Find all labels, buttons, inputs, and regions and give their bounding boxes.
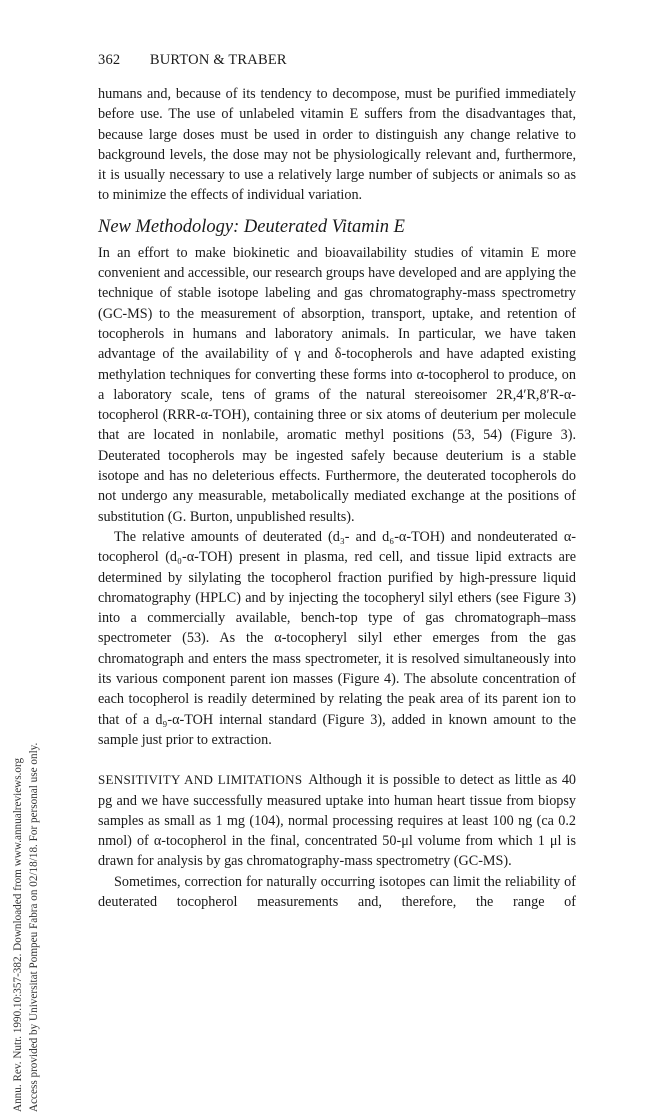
- download-notice-line-2: Access provided by Universitat Pompeu Fabra on 02/18/18. For personal use only.: [28, 742, 40, 1112]
- paragraph-continued: humans and, because of its tendency to decompose, must be purified immediately before use. The use of unlabeled vitamin E suffers from the disadvantages that, because large doses must be used in order to distinguish any change relative to background levels, the dose may not be physiologically relevant and, furthermore, it is usually necessary to use a relatively large number of subjects or animals so as to minimize the effects of individual variation.: [98, 86, 576, 204]
- section-title: New Methodology: Deuterated Vitamin E: [98, 216, 405, 237]
- running-head-authors: BURTON & TRABER: [149, 52, 287, 68]
- paragraph-sensitivity: [98, 770, 576, 871]
- download-notice-line-1: Annu. Rev. Nutr. 1990.10:357-382. Downloaded from www.annualreviews.org: [12, 757, 24, 1112]
- running-head: [98, 52, 287, 69]
- paragraph-methodology: In an effort to make biokinetic and bioavailability studies of vitamin E more convenient and accessible, our research groups have developed and are applying the technique of stable isotope labeling and gas chromatography-mass spectrometry (GC-MS) to the measurement of absorption, transport, uptake, and retention of tocopherols in humans and laboratory animals. In particular, we have taken advantage of the availability of γ and δ-tocopherols and have adapted existing methylation techniques for converting these forms into α-tocopherol to produce, on a laboratory scale, tens of grams of the natural stereoisomer 2R,4′R,8′R-α-tocopherol (RRR-α-TOH), containing three or six atoms of deuterium per molecule that are located in nonlabile, aromatic methyl positions (53, 54) (Figure 3). Deuterated tocopherols may be ingested safely because deuterium is a stable isotope and has no deleterious effects. Furthermore, the deuterated tocopherols do not undergo any measurable, metabolically mediated exchange at the positions of substitution (G. Burton, unpublished results).: [98, 244, 576, 525]
- page-number: 362: [98, 52, 121, 68]
- paragraph-correction: Sometimes, correction for naturally occurring isotopes can limit the reliability of deuterated tocopherol measurements and, therefore, the range of: [98, 873, 576, 910]
- paragraph-sensitivity-text: Although it is possible to detect as little as 40 pg and we have successfully measured uptake into human heart tissue from biopsy samples as small as 1 mg (104), normal processing requires at least 100 ng (ca 0.2 nmol) of α-tocopherol in the final, concentrated 50-μl volume from which 1 μl is drawn for analysis by gas chromatography-mass spectrometry (GC-MS).: [98, 772, 577, 870]
- subsection-heading: SENSITIVITY AND LIMITATIONS: [98, 772, 303, 788]
- paragraph-relative-amounts: The relative amounts of deuterated (d₃- and d₆-α-TOH) and nondeuterated α-tocopherol (d₀-α-TOH) present in plasma, red cell, and tissue lipid extracts are determined by silylating the tocopherol fraction purified by high-pressure liquid chromatography (HPLC) and by injecting the tocopheryl silyl ethers (see Figure 3) into a commercially available, bench-top type of gas chromatograph–mass spectrometer (53). As the α-tocopheryl silyl ether emerges from the gas chromatograph and enters the mass spectrometer, it is resolved simultaneously into its various component parent ion masses (Figure 4). The absolute concentration of each tocopherol is readily determined by relating the peak area of its parent ion to that of a d₉-α-TOH internal standard (Figure 3), added in known amount to the sample just prior to extraction.: [98, 528, 576, 748]
- body-text: [98, 84, 576, 912]
- download-notice: [10, 238, 58, 1112]
- paragraph-gap: [98, 750, 576, 770]
